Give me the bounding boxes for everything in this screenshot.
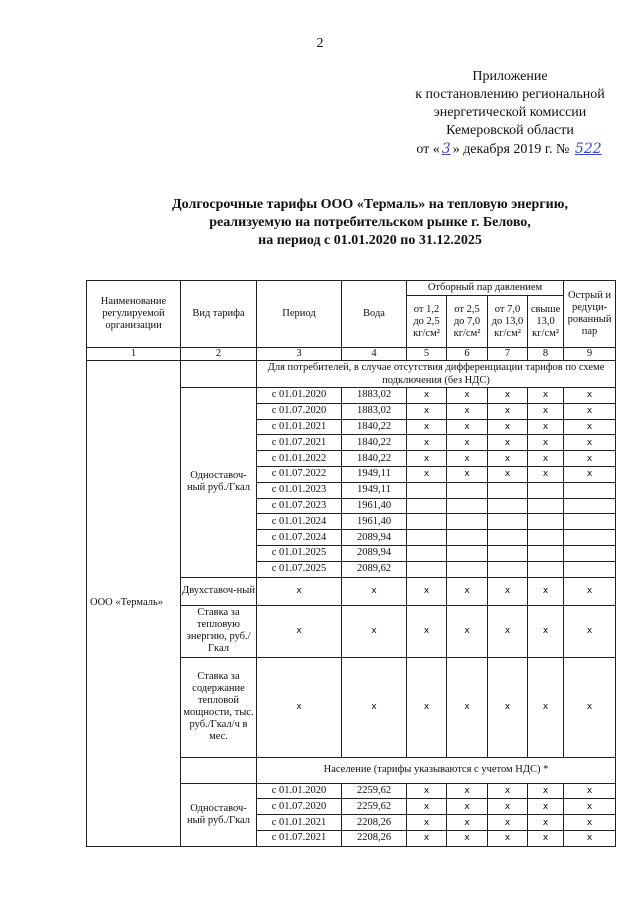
steam-tariff-cell: х bbox=[407, 783, 447, 799]
cross-cell: х bbox=[447, 657, 488, 757]
period-cell: с 01.07.2020 bbox=[257, 799, 342, 815]
title-line: Долгосрочные тарифы ООО «Термаль» на тепловую энергию, bbox=[172, 197, 568, 212]
steam-tariff-cell bbox=[528, 530, 564, 546]
water-tariff-cell: 1840,22 bbox=[342, 451, 407, 467]
steam-tariff-cell: х bbox=[407, 830, 447, 846]
period-cell: с 01.07.2022 bbox=[257, 466, 342, 482]
steam-tariff-cell bbox=[488, 514, 528, 530]
water-tariff-cell: 1949,11 bbox=[342, 482, 407, 498]
column-number: 9 bbox=[564, 348, 616, 361]
steam-tariff-cell: х bbox=[528, 403, 564, 419]
cross-cell: х bbox=[257, 577, 342, 605]
column-number: 3 bbox=[257, 348, 342, 361]
steam-tariff-cell: х bbox=[407, 403, 447, 419]
steam-tariff-cell: х bbox=[488, 435, 528, 451]
cross-cell: х bbox=[528, 605, 564, 657]
steam-tariff-cell: х bbox=[407, 435, 447, 451]
period-cell: с 01.01.2022 bbox=[257, 451, 342, 467]
cross-cell: х bbox=[407, 605, 447, 657]
period-cell: с 01.07.2024 bbox=[257, 530, 342, 546]
water-tariff-cell: 2089,94 bbox=[342, 530, 407, 546]
steam-tariff-cell: х bbox=[528, 799, 564, 815]
period-cell: с 01.01.2020 bbox=[257, 388, 342, 404]
period-cell: с 01.01.2021 bbox=[257, 419, 342, 435]
rate-label: Ставка за содержание тепловой мощности, тыс. руб./Гкал/ч в мес. bbox=[181, 657, 257, 757]
column-number: 2 bbox=[181, 348, 257, 361]
appendix-line: к постановлению региональной bbox=[415, 87, 605, 102]
steam-tariff-cell: х bbox=[488, 799, 528, 815]
steam-tariff-cell: х bbox=[564, 815, 616, 831]
steam-tariff-cell: х bbox=[407, 388, 447, 404]
header-pressure-1: от 1,2 до 2,5 кг/см² bbox=[407, 296, 447, 348]
steam-tariff-cell: х bbox=[447, 419, 488, 435]
date-mid: » декабря 2019 г. № bbox=[452, 142, 570, 157]
steam-tariff-cell: х bbox=[488, 783, 528, 799]
steam-tariff-cell bbox=[447, 545, 488, 561]
steam-tariff-cell bbox=[488, 545, 528, 561]
steam-tariff-cell: х bbox=[447, 783, 488, 799]
org-name-cell: ООО «Термаль» bbox=[87, 361, 181, 847]
cross-cell: х bbox=[447, 605, 488, 657]
steam-tariff-cell bbox=[447, 561, 488, 577]
steam-tariff-cell bbox=[407, 498, 447, 514]
steam-tariff-cell bbox=[407, 561, 447, 577]
cross-cell: х bbox=[488, 577, 528, 605]
appendix-line: Кемеровской области bbox=[446, 123, 574, 138]
water-tariff-cell: 2259,62 bbox=[342, 783, 407, 799]
cross-cell: х bbox=[488, 605, 528, 657]
steam-tariff-cell bbox=[407, 514, 447, 530]
steam-tariff-cell: х bbox=[407, 466, 447, 482]
header-sharp-steam: Острый и редуци-рованный пар bbox=[564, 281, 616, 348]
date-day: 3 bbox=[441, 141, 451, 157]
date-prefix: от « bbox=[416, 142, 440, 157]
tariff-table bbox=[86, 280, 616, 847]
cross-cell: х bbox=[257, 657, 342, 757]
header-pressure-3: от 7,0 до 13,0 кг/см² bbox=[488, 296, 528, 348]
header-water: Вода bbox=[342, 281, 407, 348]
steam-tariff-cell bbox=[407, 482, 447, 498]
steam-tariff-cell bbox=[447, 530, 488, 546]
steam-tariff-cell: х bbox=[564, 435, 616, 451]
column-number: 4 bbox=[342, 348, 407, 361]
cross-cell: х bbox=[342, 577, 407, 605]
steam-tariff-cell: х bbox=[488, 451, 528, 467]
header-pressure-2: от 2,5 до 7,0 кг/см² bbox=[447, 296, 488, 348]
tariff-type-cell-empty bbox=[181, 757, 257, 783]
section-population: Население (тарифы указываются с учетом НДС) * bbox=[257, 757, 616, 783]
steam-tariff-cell: х bbox=[528, 830, 564, 846]
column-number: 7 bbox=[488, 348, 528, 361]
header-org: Наименование регулируемой организации bbox=[87, 281, 181, 348]
steam-tariff-cell bbox=[564, 498, 616, 514]
steam-tariff-cell: х bbox=[447, 830, 488, 846]
steam-tariff-cell: х bbox=[564, 830, 616, 846]
cross-cell: х bbox=[528, 657, 564, 757]
rate-label: Двухставоч-ный bbox=[181, 577, 257, 605]
rate-label: Ставка за тепловую энергию, руб./Гкал bbox=[181, 605, 257, 657]
steam-tariff-cell: х bbox=[447, 799, 488, 815]
cross-cell: х bbox=[407, 657, 447, 757]
header-steam-group: Отборный пар давлением bbox=[407, 281, 564, 296]
cross-cell: х bbox=[564, 577, 616, 605]
steam-tariff-cell: х bbox=[488, 388, 528, 404]
steam-tariff-cell: х bbox=[528, 451, 564, 467]
period-cell: с 01.07.2023 bbox=[257, 498, 342, 514]
steam-tariff-cell: х bbox=[528, 783, 564, 799]
header-period: Период bbox=[257, 281, 342, 348]
steam-tariff-cell bbox=[564, 545, 616, 561]
steam-tariff-cell: х bbox=[528, 815, 564, 831]
cross-cell: х bbox=[528, 577, 564, 605]
cross-cell: х bbox=[342, 605, 407, 657]
steam-tariff-cell: х bbox=[447, 388, 488, 404]
period-cell: с 01.07.2021 bbox=[257, 435, 342, 451]
cross-cell: х bbox=[564, 605, 616, 657]
period-cell: с 01.07.2021 bbox=[257, 830, 342, 846]
steam-tariff-cell: х bbox=[447, 466, 488, 482]
steam-tariff-cell: х bbox=[528, 388, 564, 404]
steam-tariff-cell: х bbox=[564, 783, 616, 799]
one-rate-label: Одноставоч-ный руб./Гкал bbox=[181, 388, 257, 578]
water-tariff-cell: 1883,02 bbox=[342, 403, 407, 419]
period-cell: с 01.01.2020 bbox=[257, 783, 342, 799]
water-tariff-cell: 2259,62 bbox=[342, 799, 407, 815]
cross-cell: х bbox=[564, 657, 616, 757]
steam-tariff-cell: х bbox=[407, 799, 447, 815]
water-tariff-cell: 1840,22 bbox=[342, 435, 407, 451]
water-tariff-cell: 2089,94 bbox=[342, 545, 407, 561]
water-tariff-cell: 2208,26 bbox=[342, 830, 407, 846]
steam-tariff-cell: х bbox=[564, 419, 616, 435]
one-rate-label: Одноставоч-ный руб./Гкал bbox=[181, 783, 257, 846]
water-tariff-cell: 1961,40 bbox=[342, 514, 407, 530]
page-number: 2 bbox=[316, 36, 324, 51]
steam-tariff-cell: х bbox=[407, 451, 447, 467]
section-consumers: Для потребителей, в случае отсутствия дифференциации тарифов по схеме подключения (без НДС) bbox=[257, 361, 616, 388]
column-number: 6 bbox=[447, 348, 488, 361]
steam-tariff-cell: х bbox=[447, 403, 488, 419]
title-line: реализуемую на потребительском рынке г. Белово, bbox=[209, 215, 531, 230]
cross-cell: х bbox=[407, 577, 447, 605]
steam-tariff-cell bbox=[528, 514, 564, 530]
steam-tariff-cell bbox=[564, 561, 616, 577]
appendix-line: Приложение bbox=[472, 69, 548, 84]
steam-tariff-cell: х bbox=[564, 451, 616, 467]
steam-tariff-cell bbox=[407, 530, 447, 546]
document-title bbox=[100, 196, 640, 250]
steam-tariff-cell bbox=[488, 561, 528, 577]
title-line: на период с 01.01.2020 по 31.12.2025 bbox=[258, 233, 482, 248]
steam-tariff-cell: х bbox=[488, 830, 528, 846]
period-cell: с 01.01.2023 bbox=[257, 482, 342, 498]
steam-tariff-cell bbox=[488, 530, 528, 546]
water-tariff-cell: 1840,22 bbox=[342, 419, 407, 435]
water-tariff-cell: 2089,62 bbox=[342, 561, 407, 577]
steam-tariff-cell bbox=[528, 482, 564, 498]
column-number: 1 bbox=[87, 348, 181, 361]
steam-tariff-cell: х bbox=[488, 403, 528, 419]
steam-tariff-cell: х bbox=[488, 815, 528, 831]
steam-tariff-cell bbox=[564, 530, 616, 546]
period-cell: с 01.07.2025 bbox=[257, 561, 342, 577]
steam-tariff-cell: х bbox=[488, 419, 528, 435]
steam-tariff-cell bbox=[488, 498, 528, 514]
appendix-header bbox=[395, 68, 625, 159]
column-number: 8 bbox=[528, 348, 564, 361]
steam-tariff-cell bbox=[528, 498, 564, 514]
steam-tariff-cell bbox=[447, 514, 488, 530]
steam-tariff-cell: х bbox=[528, 435, 564, 451]
steam-tariff-cell: х bbox=[528, 466, 564, 482]
steam-tariff-cell: х bbox=[447, 435, 488, 451]
steam-tariff-cell: х bbox=[564, 388, 616, 404]
steam-tariff-cell: х bbox=[564, 799, 616, 815]
steam-tariff-cell: х bbox=[564, 403, 616, 419]
cross-cell: х bbox=[447, 577, 488, 605]
steam-tariff-cell bbox=[488, 482, 528, 498]
steam-tariff-cell: х bbox=[488, 466, 528, 482]
water-tariff-cell: 1961,40 bbox=[342, 498, 407, 514]
cross-cell: х bbox=[488, 657, 528, 757]
water-tariff-cell: 1949,11 bbox=[342, 466, 407, 482]
period-cell: с 01.01.2024 bbox=[257, 514, 342, 530]
steam-tariff-cell bbox=[447, 498, 488, 514]
steam-tariff-cell: х bbox=[407, 419, 447, 435]
header-tariff-type: Вид тарифа bbox=[181, 281, 257, 348]
steam-tariff-cell: х bbox=[447, 451, 488, 467]
steam-tariff-cell bbox=[447, 482, 488, 498]
steam-tariff-cell bbox=[528, 545, 564, 561]
tariff-type-cell-empty bbox=[181, 361, 257, 388]
steam-tariff-cell bbox=[528, 561, 564, 577]
steam-tariff-cell bbox=[564, 482, 616, 498]
water-tariff-cell: 1883,02 bbox=[342, 388, 407, 404]
period-cell: с 01.07.2020 bbox=[257, 403, 342, 419]
steam-tariff-cell bbox=[564, 514, 616, 530]
steam-tariff-cell: х bbox=[447, 815, 488, 831]
appendix-line: энергетической комиссии bbox=[433, 105, 587, 120]
period-cell: с 01.01.2025 bbox=[257, 545, 342, 561]
cross-cell: х bbox=[257, 605, 342, 657]
header-pressure-4: свыше 13,0 кг/см² bbox=[528, 296, 564, 348]
steam-tariff-cell: х bbox=[564, 466, 616, 482]
decree-number: 522 bbox=[574, 141, 602, 157]
cross-cell: х bbox=[342, 657, 407, 757]
period-cell: с 01.01.2021 bbox=[257, 815, 342, 831]
column-number: 5 bbox=[407, 348, 447, 361]
steam-tariff-cell: х bbox=[528, 419, 564, 435]
water-tariff-cell: 2208,26 bbox=[342, 815, 407, 831]
steam-tariff-cell bbox=[407, 545, 447, 561]
appendix-date bbox=[395, 140, 625, 159]
steam-tariff-cell: х bbox=[407, 815, 447, 831]
